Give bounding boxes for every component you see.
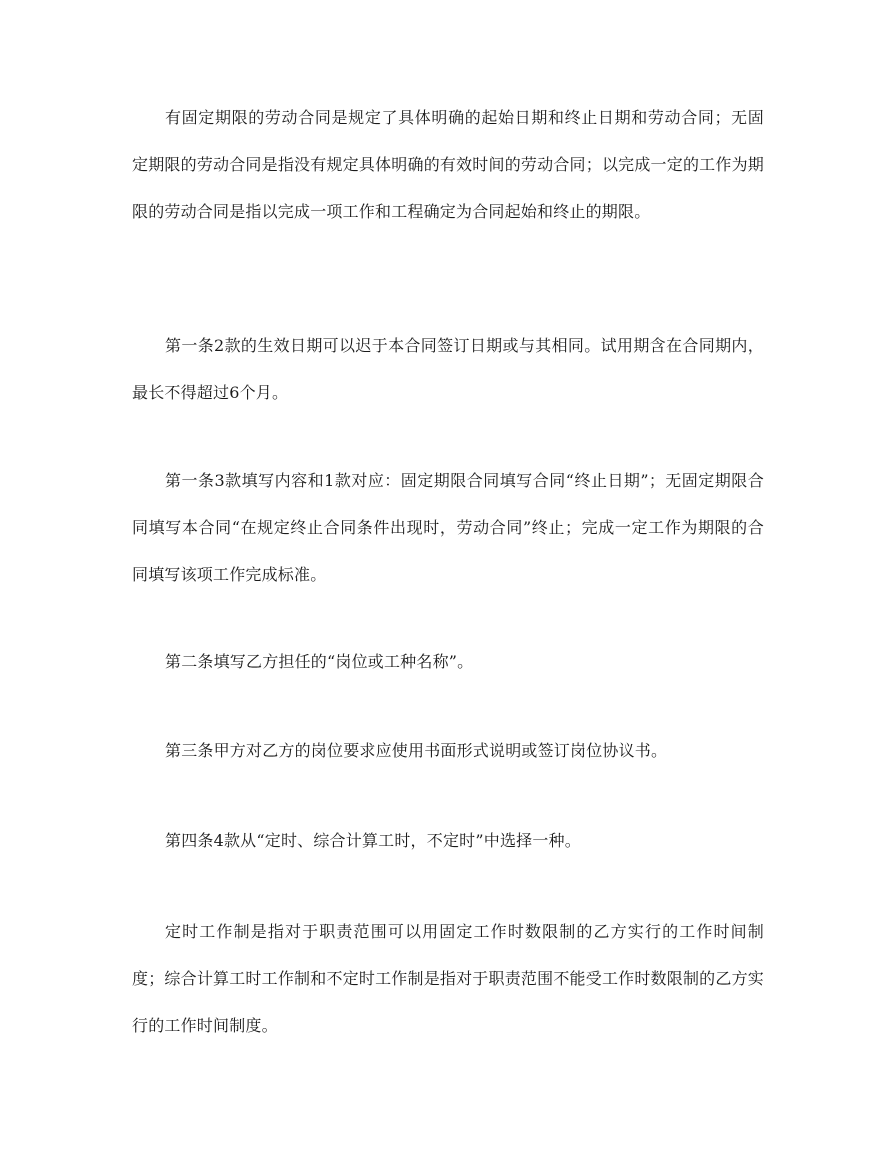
paragraph-fixed-term-definition: 有固定期限的劳动合同是规定了具体明确的起始日期和终止日期和劳动合同；无固定期限的劳动合同是指没有规定具体明确的有效时间的劳动合同；以完成一定的工作为期限的劳动合同是指以完成一项工作和工程确定为合同起始和终止的期限。	[132, 108, 764, 221]
paragraph-article1-clause3: 第一条3款填写内容和1款对应：固定期限合同填写合同“终止日期”；无固定期限合同填写本合同“在规定终止合同条件出现时，劳动合同”终止；完成一定工作为期限的合同填写该项工作完成标准。	[132, 471, 764, 584]
paragraph-article4-clause4: 第四条4款从“定时、综合计算工时，不定时”中选择一种。	[165, 831, 581, 850]
paragraph-article1-clause2: 第一条2款的生效日期可以迟于本合同签订日期或与其相同。试用期含在合同期内，最长不得超过6个月。	[132, 336, 764, 402]
paragraph-working-hours-definition: 定时工作制是指对于职责范围可以用固定工作时数限制的乙方实行的工作时间制度；综合计算工时工作制和不定时工作制是指对于职责范围不能受工作时数限制的乙方实行的工作时间制度。	[132, 922, 764, 1035]
paragraph-article3: 第三条甲方对乙方的岗位要求应使用书面形式说明或签订岗位协议书。	[165, 741, 668, 760]
paragraph-article2: 第二条填写乙方担任的“岗位或工种名称”。	[165, 652, 474, 671]
